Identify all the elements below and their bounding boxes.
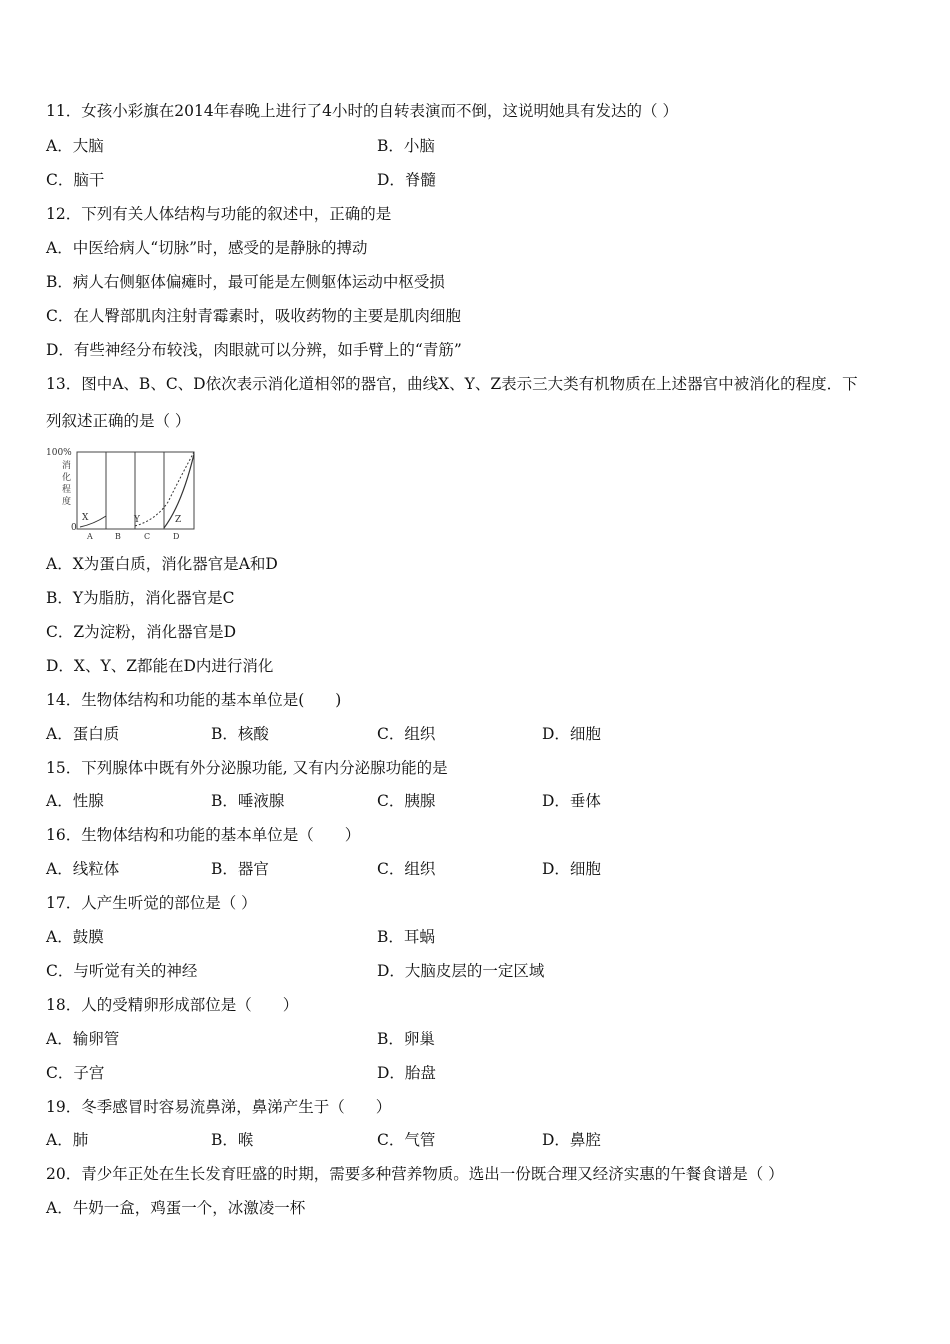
option-c[interactable]: C．子宫 [46, 1064, 105, 1082]
option-d[interactable]: D．有些神经分布较浅，肉眼就可以分辨，如手臂上的“青筋” [46, 341, 462, 359]
option-a[interactable]: A．鼓膜 [46, 928, 104, 946]
option-c[interactable]: C．组织 [377, 725, 436, 743]
option-a[interactable]: A．牛奶一盒，鸡蛋一个，冰激凌一杯 [46, 1199, 306, 1217]
question-stem: 人产生听觉的部位是（ ） [81, 894, 257, 912]
option-a[interactable]: A．肺 [46, 1131, 89, 1149]
option-b[interactable]: B．病人右侧躯体偏瘫时，最可能是左侧躯体运动中枢受损 [46, 273, 445, 291]
question-stem: 青少年正处在生长发育旺盛的时期，需要多种营养物质。选出一份既合理又经济实惠的午餐食谱是（ ） [81, 1165, 784, 1183]
curve-label-y: Y [134, 515, 140, 525]
option-b[interactable]: B．喉 [211, 1131, 254, 1149]
question-number: 13． [46, 375, 82, 393]
question-number: 15． [46, 759, 82, 777]
option-d[interactable]: D．细胞 [542, 725, 601, 743]
option-d[interactable]: D．垂体 [542, 792, 601, 810]
digestion-chart-figure [44, 444, 199, 542]
x-label-c: C [144, 532, 151, 541]
question-number: 19． [46, 1098, 82, 1116]
option-a[interactable]: A．大脑 [46, 137, 104, 155]
question-stem: 生物体结构和功能的基本单位是( ) [81, 691, 342, 709]
question-20 [46, 1164, 784, 1184]
option-b[interactable]: B．唾液腺 [211, 792, 285, 810]
option-b[interactable]: B．耳蜗 [377, 928, 435, 946]
question-17 [46, 893, 257, 913]
option-d[interactable]: D．脊髓 [377, 171, 436, 189]
question-number: 11． [46, 102, 82, 120]
question-stem: 生物体结构和功能的基本单位是（ ） [81, 826, 361, 844]
option-b[interactable]: B．卵巢 [377, 1030, 435, 1048]
question-number: 18． [46, 996, 82, 1014]
question-stem-continued: 列叙述正确的是（ ） [46, 412, 191, 430]
y-axis-label-1: 消 [62, 461, 72, 471]
question-13 [46, 374, 858, 394]
option-c[interactable]: C．组织 [377, 860, 436, 878]
curve-label-z: Z [175, 515, 182, 525]
x-label-d: D [173, 532, 180, 541]
question-15 [46, 758, 448, 778]
y-axis-label-2: 化 [62, 473, 72, 483]
option-a[interactable]: A．X为蛋白质，消化器官是A和D [46, 555, 278, 573]
option-d[interactable]: D．胎盘 [377, 1064, 436, 1082]
question-stem: 图中A、B、C、D依次表示消化道相邻的器官，曲线X、Y、Z表示三大类有机物质在上述器官中被消化的程度．下 [81, 375, 858, 393]
option-d[interactable]: D．X、Y、Z都能在D内进行消化 [46, 657, 274, 675]
y-axis-top-label: 100% [46, 448, 72, 458]
option-b[interactable]: B．小脑 [377, 137, 435, 155]
question-number: 20． [46, 1165, 82, 1183]
question-number: 17． [46, 894, 82, 912]
option-c[interactable]: C．胰腺 [377, 792, 436, 810]
option-a[interactable]: A．性腺 [46, 792, 104, 810]
x-label-b: B [115, 532, 121, 541]
question-19 [46, 1097, 391, 1117]
question-stem: 下列有关人体结构与功能的叙述中，正确的是 [81, 205, 392, 223]
y-axis-label-3: 程 [62, 485, 72, 495]
option-c[interactable]: C．与听觉有关的神经 [46, 962, 198, 980]
option-c[interactable]: C．脑干 [46, 171, 105, 189]
option-d[interactable]: D．鼻腔 [542, 1131, 601, 1149]
question-12 [46, 204, 391, 224]
option-b[interactable]: B．器官 [211, 860, 269, 878]
question-stem: 下列腺体中既有外分泌腺功能, 又有内分泌腺功能的是 [81, 759, 448, 777]
question-number: 16． [46, 826, 82, 844]
option-d[interactable]: D．细胞 [542, 860, 601, 878]
x-label-a: A [87, 532, 93, 541]
question-number: 12． [46, 205, 82, 223]
option-d[interactable]: D．大脑皮层的一定区域 [377, 962, 545, 980]
option-c[interactable]: C．在人臀部肌肉注射青霉素时，吸收药物的主要是肌肉细胞 [46, 307, 461, 325]
question-18 [46, 995, 298, 1015]
question-11 [46, 101, 678, 121]
question-stem: 女孩小彩旗在2014年春晚上进行了4小时的自转表演而不倒，这说明她具有发达的（ ） [81, 102, 678, 120]
curve-label-x: X [82, 513, 89, 523]
question-stem: 人的受精卵形成部位是（ ） [81, 996, 299, 1014]
question-number: 14． [46, 691, 82, 709]
option-a[interactable]: A．蛋白质 [46, 725, 120, 743]
option-a[interactable]: A．中医给病人“切脉”时，感受的是静脉的搏动 [46, 239, 368, 257]
question-16 [46, 825, 360, 845]
option-b[interactable]: B．核酸 [211, 725, 269, 743]
question-14 [46, 690, 341, 710]
question-stem: 冬季感冒时容易流鼻涕，鼻涕产生于（ ） [81, 1098, 392, 1116]
option-b[interactable]: B．Y为脂肪，消化器官是C [46, 589, 235, 607]
option-a[interactable]: A．线粒体 [46, 860, 120, 878]
y-axis-zero-label: 0 [71, 523, 77, 533]
y-axis-label-4: 度 [62, 497, 72, 507]
option-c[interactable]: C．气管 [377, 1131, 436, 1149]
option-a[interactable]: A．输卵管 [46, 1030, 120, 1048]
option-c[interactable]: C．Z为淀粉，消化器官是D [46, 623, 237, 641]
